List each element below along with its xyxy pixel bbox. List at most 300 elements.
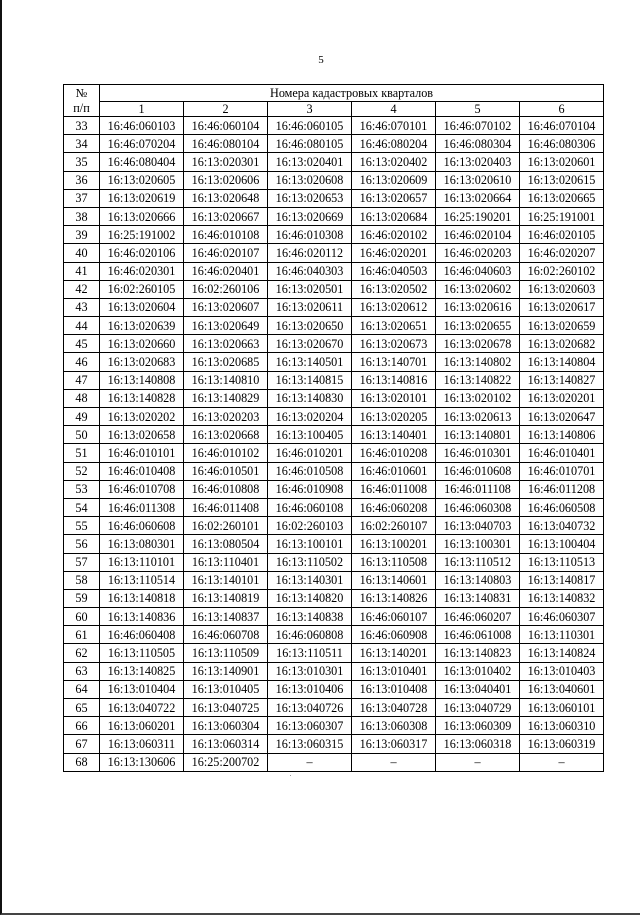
cadastral-quarter-cell: 16:46:060908 bbox=[352, 626, 436, 644]
table-row bbox=[64, 553, 604, 571]
row-number-cell: 54 bbox=[64, 498, 100, 516]
table-row bbox=[64, 226, 604, 244]
cadastral-quarter-cell: 16:13:110512 bbox=[436, 553, 520, 571]
column-number-header: 6 bbox=[520, 102, 604, 117]
cadastral-quarter-cell: 16:13:140701 bbox=[352, 353, 436, 371]
group-header: Номера кадастровых кварталов bbox=[100, 85, 604, 102]
table-row bbox=[64, 207, 604, 225]
row-number-cell: 43 bbox=[64, 298, 100, 316]
cadastral-quarter-cell: 16:02:260106 bbox=[184, 280, 268, 298]
cadastral-quarter-cell: 16:46:010501 bbox=[184, 462, 268, 480]
cadastral-quarter-cell: 16:13:040725 bbox=[184, 699, 268, 717]
table-row bbox=[64, 371, 604, 389]
cadastral-quarter-cell: 16:13:110502 bbox=[268, 553, 352, 571]
cadastral-quarter-cell: 16:46:010102 bbox=[184, 444, 268, 462]
cadastral-quarter-cell: 16:25:191001 bbox=[520, 207, 604, 225]
cadastral-quarter-cell: 16:13:060308 bbox=[352, 717, 436, 735]
cadastral-quarter-cell: 16:13:060317 bbox=[352, 735, 436, 753]
cadastral-quarter-cell: 16:13:040703 bbox=[436, 517, 520, 535]
table-row bbox=[64, 626, 604, 644]
table-row bbox=[64, 735, 604, 753]
row-number-cell: 61 bbox=[64, 626, 100, 644]
cadastral-quarter-cell: 16:13:140818 bbox=[100, 589, 184, 607]
cadastral-quarter-cell: 16:13:020610 bbox=[436, 171, 520, 189]
cadastral-quarter-cell: 16:13:010408 bbox=[352, 680, 436, 698]
table-body bbox=[64, 117, 604, 772]
cadastral-quarter-cell: 16:13:020617 bbox=[520, 298, 604, 316]
cadastral-quarter-cell: 16:13:020666 bbox=[100, 207, 184, 225]
table-row bbox=[64, 408, 604, 426]
cadastral-quarter-cell: 16:46:020104 bbox=[436, 226, 520, 244]
cadastral-quarter-cell: 16:46:020401 bbox=[184, 262, 268, 280]
cadastral-quarter-cell: 16:46:011408 bbox=[184, 498, 268, 516]
row-number-cell: 62 bbox=[64, 644, 100, 662]
table-row bbox=[64, 699, 604, 717]
cadastral-quarter-cell: 16:46:011308 bbox=[100, 498, 184, 516]
cadastral-quarter-cell: 16:13:140826 bbox=[352, 589, 436, 607]
cadastral-quarter-cell: 16:13:130606 bbox=[100, 753, 184, 771]
cadastral-quarter-cell: 16:46:060105 bbox=[268, 117, 352, 135]
cadastral-quarter-cell: 16:46:010201 bbox=[268, 444, 352, 462]
row-number-cell: 41 bbox=[64, 262, 100, 280]
cadastral-quarter-cell: 16:46:060208 bbox=[352, 498, 436, 516]
cadastral-quarter-cell: – bbox=[352, 753, 436, 771]
cadastral-quarter-cell: 16:13:040728 bbox=[352, 699, 436, 717]
table-row bbox=[64, 135, 604, 153]
page-number: 5 bbox=[318, 54, 324, 66]
cadastral-quarter-cell: 16:46:080304 bbox=[436, 135, 520, 153]
cadastral-quarter-cell: 16:13:040729 bbox=[436, 699, 520, 717]
cadastral-quarter-cell: 16:13:020678 bbox=[436, 335, 520, 353]
cadastral-quarter-cell: 16:13:140815 bbox=[268, 371, 352, 389]
row-number-cell: 65 bbox=[64, 699, 100, 717]
row-number-cell: 66 bbox=[64, 717, 100, 735]
cadastral-quarter-cell: 16:13:020655 bbox=[436, 317, 520, 335]
cadastral-quarter-cell: 16:13:020639 bbox=[100, 317, 184, 335]
cadastral-quarter-cell: 16:13:140828 bbox=[100, 389, 184, 407]
cadastral-quarter-cell: 16:13:110508 bbox=[352, 553, 436, 571]
cadastral-quarter-cell: 16:13:020651 bbox=[352, 317, 436, 335]
table-row bbox=[64, 335, 604, 353]
cadastral-quarter-cell: 16:13:020602 bbox=[436, 280, 520, 298]
cadastral-quarter-cell: 16:46:040503 bbox=[352, 262, 436, 280]
cadastral-quarter-cell: 16:46:040603 bbox=[436, 262, 520, 280]
cadastral-quarter-cell: 16:13:060101 bbox=[520, 699, 604, 717]
cadastral-quarter-cell: 16:13:020668 bbox=[184, 426, 268, 444]
row-number-cell: 60 bbox=[64, 608, 100, 626]
cadastral-quarter-cell: 16:46:010908 bbox=[268, 480, 352, 498]
table-row bbox=[64, 117, 604, 135]
row-number-cell: 37 bbox=[64, 189, 100, 207]
cadastral-quarter-cell: 16:46:070204 bbox=[100, 135, 184, 153]
row-number-cell: 39 bbox=[64, 226, 100, 244]
cadastral-quarter-cell: 16:13:020203 bbox=[184, 408, 268, 426]
cadastral-quarter-cell: 16:13:140804 bbox=[520, 353, 604, 371]
cadastral-quarter-cell: 16:46:060608 bbox=[100, 517, 184, 535]
cadastral-quarter-cell: 16:13:140808 bbox=[100, 371, 184, 389]
cadastral-quarter-cell: 16:46:061008 bbox=[436, 626, 520, 644]
cadastral-quarter-cell: 16:13:020604 bbox=[100, 298, 184, 316]
cadastral-quarter-cell: 16:46:010401 bbox=[520, 444, 604, 462]
cadastral-quarter-cell: 16:13:020669 bbox=[268, 207, 352, 225]
row-number-cell: 48 bbox=[64, 389, 100, 407]
row-number-cell: 40 bbox=[64, 244, 100, 262]
table-row bbox=[64, 644, 604, 662]
cadastral-quarter-cell: 16:46:010708 bbox=[100, 480, 184, 498]
row-number-cell: 56 bbox=[64, 535, 100, 553]
cadastral-quarter-cell: 16:46:020301 bbox=[100, 262, 184, 280]
cadastral-quarters-table bbox=[63, 84, 604, 772]
cadastral-quarter-cell: 16:13:020205 bbox=[352, 408, 436, 426]
row-number-cell: 57 bbox=[64, 553, 100, 571]
cadastral-quarter-cell: 16:46:060107 bbox=[352, 608, 436, 626]
table-row bbox=[64, 426, 604, 444]
table-row bbox=[64, 517, 604, 535]
cadastral-quarter-cell: 16:46:020107 bbox=[184, 244, 268, 262]
cadastral-quarter-cell: 16:13:110301 bbox=[520, 626, 604, 644]
cadastral-quarter-cell: 16:46:010308 bbox=[268, 226, 352, 244]
cadastral-quarter-cell: 16:46:011208 bbox=[520, 480, 604, 498]
cadastral-quarter-cell: 16:13:140802 bbox=[436, 353, 520, 371]
cadastral-quarter-cell: 16:13:020659 bbox=[520, 317, 604, 335]
scan-speck bbox=[290, 775, 291, 776]
table-row bbox=[64, 280, 604, 298]
cadastral-quarter-cell: 16:13:020647 bbox=[520, 408, 604, 426]
cadastral-quarter-cell: 16:13:020605 bbox=[100, 171, 184, 189]
table-row bbox=[64, 298, 604, 316]
row-number-cell: 55 bbox=[64, 517, 100, 535]
table-row bbox=[64, 608, 604, 626]
row-number-cell: 59 bbox=[64, 589, 100, 607]
table-row bbox=[64, 153, 604, 171]
cadastral-quarter-cell: 16:13:020608 bbox=[268, 171, 352, 189]
table-row bbox=[64, 662, 604, 680]
cadastral-quarter-cell: 16:13:140827 bbox=[520, 371, 604, 389]
cadastral-quarter-cell: 16:13:020603 bbox=[520, 280, 604, 298]
cadastral-quarter-cell: 16:13:020202 bbox=[100, 408, 184, 426]
cadastral-quarter-cell: 16:46:060103 bbox=[100, 117, 184, 135]
row-number-cell: 44 bbox=[64, 317, 100, 335]
cadastral-quarter-cell: 16:13:140830 bbox=[268, 389, 352, 407]
cadastral-quarter-cell: 16:46:010608 bbox=[436, 462, 520, 480]
cadastral-quarter-cell: 16:13:020673 bbox=[352, 335, 436, 353]
row-number-header-line1: № bbox=[75, 85, 88, 100]
row-number-header-line2: п/п bbox=[73, 100, 90, 115]
cadastral-quarter-cell: 16:13:060304 bbox=[184, 717, 268, 735]
row-number-cell: 46 bbox=[64, 353, 100, 371]
cadastral-quarter-cell: 16:13:100404 bbox=[520, 535, 604, 553]
cadastral-quarter-cell: 16:13:020501 bbox=[268, 280, 352, 298]
cadastral-quarter-cell: 16:13:020660 bbox=[100, 335, 184, 353]
cadastral-quarter-cell: 16:46:060508 bbox=[520, 498, 604, 516]
cadastral-quarter-cell: 16:13:140832 bbox=[520, 589, 604, 607]
row-number-cell: 45 bbox=[64, 335, 100, 353]
cadastral-quarter-cell: 16:13:060201 bbox=[100, 717, 184, 735]
cadastral-quarter-cell: 16:13:020650 bbox=[268, 317, 352, 335]
cadastral-quarter-cell: 16:13:110513 bbox=[520, 553, 604, 571]
column-number-header: 3 bbox=[268, 102, 352, 117]
cadastral-quarter-cell: 16:13:020657 bbox=[352, 189, 436, 207]
table-row bbox=[64, 444, 604, 462]
cadastral-quarter-cell: 16:13:040726 bbox=[268, 699, 352, 717]
cadastral-quarter-cell: 16:13:060314 bbox=[184, 735, 268, 753]
cadastral-quarter-cell: 16:13:020619 bbox=[100, 189, 184, 207]
cadastral-quarter-cell: 16:46:010108 bbox=[184, 226, 268, 244]
cadastral-quarter-cell: 16:13:110401 bbox=[184, 553, 268, 571]
cadastral-quarter-cell: 16:13:140819 bbox=[184, 589, 268, 607]
row-number-cell: 36 bbox=[64, 171, 100, 189]
cadastral-quarter-cell: 16:46:060308 bbox=[436, 498, 520, 516]
column-number-header: 1 bbox=[100, 102, 184, 117]
cadastral-quarter-cell: 16:13:020649 bbox=[184, 317, 268, 335]
cadastral-quarter-cell: – bbox=[436, 753, 520, 771]
row-number-cell: 34 bbox=[64, 135, 100, 153]
table-row bbox=[64, 535, 604, 553]
cadastral-quarter-cell: 16:13:010403 bbox=[520, 662, 604, 680]
cadastral-quarter-cell: 16:13:140820 bbox=[268, 589, 352, 607]
cadastral-quarter-cell: 16:46:020203 bbox=[436, 244, 520, 262]
cadastral-quarter-cell: 16:13:020683 bbox=[100, 353, 184, 371]
cadastral-quarter-cell: 16:13:020204 bbox=[268, 408, 352, 426]
cadastral-quarter-cell: 16:13:140817 bbox=[520, 571, 604, 589]
cadastral-quarter-cell: 16:02:260105 bbox=[100, 280, 184, 298]
cadastral-quarter-cell: 16:13:140806 bbox=[520, 426, 604, 444]
row-number-cell: 63 bbox=[64, 662, 100, 680]
table-row bbox=[64, 680, 604, 698]
row-number-cell: 49 bbox=[64, 408, 100, 426]
table-row bbox=[64, 571, 604, 589]
cadastral-quarter-cell: 16:13:020663 bbox=[184, 335, 268, 353]
cadastral-quarter-cell: 16:13:110511 bbox=[268, 644, 352, 662]
cadastral-quarter-cell: 16:13:140822 bbox=[436, 371, 520, 389]
cadastral-quarter-cell: 16:13:020648 bbox=[184, 189, 268, 207]
cadastral-quarter-cell: 16:13:020611 bbox=[268, 298, 352, 316]
cadastral-quarter-cell: 16:13:060310 bbox=[520, 717, 604, 735]
cadastral-quarter-cell: 16:46:020112 bbox=[268, 244, 352, 262]
cadastral-quarter-cell: 16:46:010101 bbox=[100, 444, 184, 462]
cadastral-quarter-cell: 16:13:140824 bbox=[520, 644, 604, 662]
cadastral-quarter-cell: 16:25:191002 bbox=[100, 226, 184, 244]
cadastral-quarter-cell: 16:13:010405 bbox=[184, 680, 268, 698]
cadastral-quarter-cell: 16:13:100201 bbox=[352, 535, 436, 553]
cadastral-quarter-cell: 16:13:110514 bbox=[100, 571, 184, 589]
cadastral-quarter-cell: 16:13:100101 bbox=[268, 535, 352, 553]
cadastral-quarter-cell: 16:13:020616 bbox=[436, 298, 520, 316]
cadastral-quarter-cell: 16:13:140101 bbox=[184, 571, 268, 589]
row-number-cell: 64 bbox=[64, 680, 100, 698]
row-number-cell: 33 bbox=[64, 117, 100, 135]
cadastral-quarter-cell: 16:13:040401 bbox=[436, 680, 520, 698]
cadastral-quarter-cell: 16:13:020201 bbox=[520, 389, 604, 407]
cadastral-quarter-cell: 16:25:190201 bbox=[436, 207, 520, 225]
cadastral-quarter-cell: 16:13:020401 bbox=[268, 153, 352, 171]
cadastral-quarter-cell: 16:46:020102 bbox=[352, 226, 436, 244]
cadastral-quarter-cell: 16:13:020615 bbox=[520, 171, 604, 189]
cadastral-quarter-cell: 16:46:070102 bbox=[436, 117, 520, 135]
cadastral-quarter-cell: 16:13:060307 bbox=[268, 717, 352, 735]
cadastral-quarter-cell: 16:13:040601 bbox=[520, 680, 604, 698]
row-number-cell: 38 bbox=[64, 207, 100, 225]
cadastral-quarter-cell: 16:13:060319 bbox=[520, 735, 604, 753]
cadastral-quarter-cell: 16:13:140901 bbox=[184, 662, 268, 680]
cadastral-quarter-cell: 16:13:020102 bbox=[436, 389, 520, 407]
cadastral-quarter-cell: 16:13:020601 bbox=[520, 153, 604, 171]
cadastral-quarter-cell: 16:13:140201 bbox=[352, 644, 436, 662]
cadastral-quarter-cell: 16:46:080404 bbox=[100, 153, 184, 171]
cadastral-quarter-cell: 16:46:010701 bbox=[520, 462, 604, 480]
table-row bbox=[64, 589, 604, 607]
cadastral-quarter-cell: 16:46:070101 bbox=[352, 117, 436, 135]
cadastral-quarter-cell: 16:46:010508 bbox=[268, 462, 352, 480]
cadastral-quarter-cell: 16:46:080105 bbox=[268, 135, 352, 153]
cadastral-quarter-cell: 16:02:260102 bbox=[520, 262, 604, 280]
cadastral-quarter-cell: 16:46:070104 bbox=[520, 117, 604, 135]
row-number-cell: 35 bbox=[64, 153, 100, 171]
cadastral-quarter-cell: 16:13:020682 bbox=[520, 335, 604, 353]
cadastral-quarter-cell: 16:46:060104 bbox=[184, 117, 268, 135]
cadastral-quarter-cell: 16:13:020607 bbox=[184, 298, 268, 316]
cadastral-quarter-cell: 16:13:140836 bbox=[100, 608, 184, 626]
cadastral-quarter-cell: 16:46:010208 bbox=[352, 444, 436, 462]
row-number-cell: 68 bbox=[64, 753, 100, 771]
cadastral-quarter-cell: 16:13:140823 bbox=[436, 644, 520, 662]
cadastral-quarter-cell: 16:13:100405 bbox=[268, 426, 352, 444]
table-row bbox=[64, 717, 604, 735]
cadastral-quarter-cell: 16:13:140401 bbox=[352, 426, 436, 444]
cadastral-quarter-cell: 16:13:080504 bbox=[184, 535, 268, 553]
cadastral-quarter-cell: 16:13:140829 bbox=[184, 389, 268, 407]
cadastral-quarter-cell: 16:02:260101 bbox=[184, 517, 268, 535]
row-number-cell: 47 bbox=[64, 371, 100, 389]
cadastral-quarter-cell: 16:13:060311 bbox=[100, 735, 184, 753]
cadastral-quarter-cell: 16:13:040722 bbox=[100, 699, 184, 717]
table-row bbox=[64, 171, 604, 189]
cadastral-quarter-cell: 16:13:140838 bbox=[268, 608, 352, 626]
cadastral-quarter-cell: 16:46:020105 bbox=[520, 226, 604, 244]
row-number-cell: 42 bbox=[64, 280, 100, 298]
table-row bbox=[64, 753, 604, 771]
column-number-header: 2 bbox=[184, 102, 268, 117]
cadastral-quarter-cell: 16:13:010404 bbox=[100, 680, 184, 698]
cadastral-quarter-cell: 16:13:020665 bbox=[520, 189, 604, 207]
cadastral-quarter-cell: 16:13:020606 bbox=[184, 171, 268, 189]
cadastral-quarter-cell: 16:46:060108 bbox=[268, 498, 352, 516]
cadastral-quarter-cell: – bbox=[520, 753, 604, 771]
cadastral-quarter-cell: 16:13:020301 bbox=[184, 153, 268, 171]
cadastral-quarter-cell: 16:13:140816 bbox=[352, 371, 436, 389]
cadastral-quarter-cell: 16:13:110101 bbox=[100, 553, 184, 571]
cadastral-quarter-cell: 16:13:020670 bbox=[268, 335, 352, 353]
cadastral-quarter-cell: 16:13:020502 bbox=[352, 280, 436, 298]
table-row bbox=[64, 462, 604, 480]
cadastral-quarter-cell: 16:13:100301 bbox=[436, 535, 520, 553]
table-row bbox=[64, 317, 604, 335]
row-number-cell: 53 bbox=[64, 480, 100, 498]
row-number-cell: 52 bbox=[64, 462, 100, 480]
cadastral-quarter-cell: 16:46:010808 bbox=[184, 480, 268, 498]
cadastral-quarter-cell: 16:13:140803 bbox=[436, 571, 520, 589]
cadastral-quarter-cell: 16:13:040732 bbox=[520, 517, 604, 535]
cadastral-quarter-cell: 16:46:010408 bbox=[100, 462, 184, 480]
cadastral-quarter-cell: 16:13:140810 bbox=[184, 371, 268, 389]
cadastral-quarter-cell: 16:46:010601 bbox=[352, 462, 436, 480]
cadastral-quarter-cell: 16:13:020685 bbox=[184, 353, 268, 371]
cadastral-quarter-cell: 16:13:060309 bbox=[436, 717, 520, 735]
cadastral-quarter-cell: 16:02:260107 bbox=[352, 517, 436, 535]
cadastral-quarter-cell: 16:46:080104 bbox=[184, 135, 268, 153]
cadastral-quarter-cell: 16:13:020612 bbox=[352, 298, 436, 316]
cadastral-quarter-cell: 16:13:140601 bbox=[352, 571, 436, 589]
table-row bbox=[64, 498, 604, 516]
row-number-cell: 50 bbox=[64, 426, 100, 444]
cadastral-quarter-cell: 16:46:080204 bbox=[352, 135, 436, 153]
cadastral-quarter-cell: 16:13:020609 bbox=[352, 171, 436, 189]
cadastral-quarter-cell: 16:13:020684 bbox=[352, 207, 436, 225]
table-row bbox=[64, 189, 604, 207]
cadastral-quarter-cell: 16:46:060808 bbox=[268, 626, 352, 644]
cadastral-quarter-cell: 16:46:080306 bbox=[520, 135, 604, 153]
table-row bbox=[64, 353, 604, 371]
cadastral-quarter-cell: 16:13:060318 bbox=[436, 735, 520, 753]
cadastral-quarter-cell: 16:46:040303 bbox=[268, 262, 352, 280]
cadastral-quarter-cell: 16:46:020201 bbox=[352, 244, 436, 262]
cadastral-quarter-cell: 16:13:020403 bbox=[436, 153, 520, 171]
row-number-cell: 67 bbox=[64, 735, 100, 753]
column-number-header: 5 bbox=[436, 102, 520, 117]
cadastral-quarter-cell: 16:13:140801 bbox=[436, 426, 520, 444]
cadastral-quarter-cell: 16:13:020653 bbox=[268, 189, 352, 207]
cadastral-quarter-cell: 16:13:140301 bbox=[268, 571, 352, 589]
cadastral-quarter-cell: 16:46:020106 bbox=[100, 244, 184, 262]
cadastral-quarter-cell: 16:13:020613 bbox=[436, 408, 520, 426]
cadastral-quarter-cell: 16:13:140831 bbox=[436, 589, 520, 607]
cadastral-quarter-cell: 16:13:140501 bbox=[268, 353, 352, 371]
cadastral-quarter-cell: – bbox=[268, 753, 352, 771]
cadastral-quarter-cell: 16:46:010301 bbox=[436, 444, 520, 462]
cadastral-quarter-cell: 16:13:140825 bbox=[100, 662, 184, 680]
cadastral-quarter-cell: 16:13:010301 bbox=[268, 662, 352, 680]
column-number-header: 4 bbox=[352, 102, 436, 117]
cadastral-quarter-cell: 16:13:020101 bbox=[352, 389, 436, 407]
row-number-header bbox=[64, 85, 100, 117]
cadastral-quarter-cell: 16:46:060207 bbox=[436, 608, 520, 626]
cadastral-quarter-cell: 16:13:010401 bbox=[352, 662, 436, 680]
table-row bbox=[64, 244, 604, 262]
row-number-cell: 58 bbox=[64, 571, 100, 589]
row-number-cell: 51 bbox=[64, 444, 100, 462]
cadastral-quarter-cell: 16:46:060708 bbox=[184, 626, 268, 644]
cadastral-quarter-cell: 16:13:010402 bbox=[436, 662, 520, 680]
cadastral-quarter-cell: 16:13:010406 bbox=[268, 680, 352, 698]
cadastral-quarter-cell: 16:46:060408 bbox=[100, 626, 184, 644]
cadastral-quarter-cell: 16:25:200702 bbox=[184, 753, 268, 771]
cadastral-quarter-cell: 16:46:011108 bbox=[436, 480, 520, 498]
table-row bbox=[64, 262, 604, 280]
cadastral-quarter-cell: 16:13:080301 bbox=[100, 535, 184, 553]
cadastral-quarter-cell: 16:13:060315 bbox=[268, 735, 352, 753]
cadastral-quarter-cell: 16:13:020664 bbox=[436, 189, 520, 207]
cadastral-quarter-cell: 16:13:020402 bbox=[352, 153, 436, 171]
cadastral-quarter-cell: 16:46:011008 bbox=[352, 480, 436, 498]
cadastral-quarter-cell: 16:46:060307 bbox=[520, 608, 604, 626]
cadastral-quarter-cell: 16:13:110505 bbox=[100, 644, 184, 662]
cadastral-quarter-cell: 16:13:020667 bbox=[184, 207, 268, 225]
cadastral-quarter-cell: 16:46:020207 bbox=[520, 244, 604, 262]
cadastral-quarter-cell: 16:13:140837 bbox=[184, 608, 268, 626]
cadastral-quarter-cell: 16:13:020658 bbox=[100, 426, 184, 444]
table-row bbox=[64, 480, 604, 498]
cadastral-quarter-cell: 16:02:260103 bbox=[268, 517, 352, 535]
